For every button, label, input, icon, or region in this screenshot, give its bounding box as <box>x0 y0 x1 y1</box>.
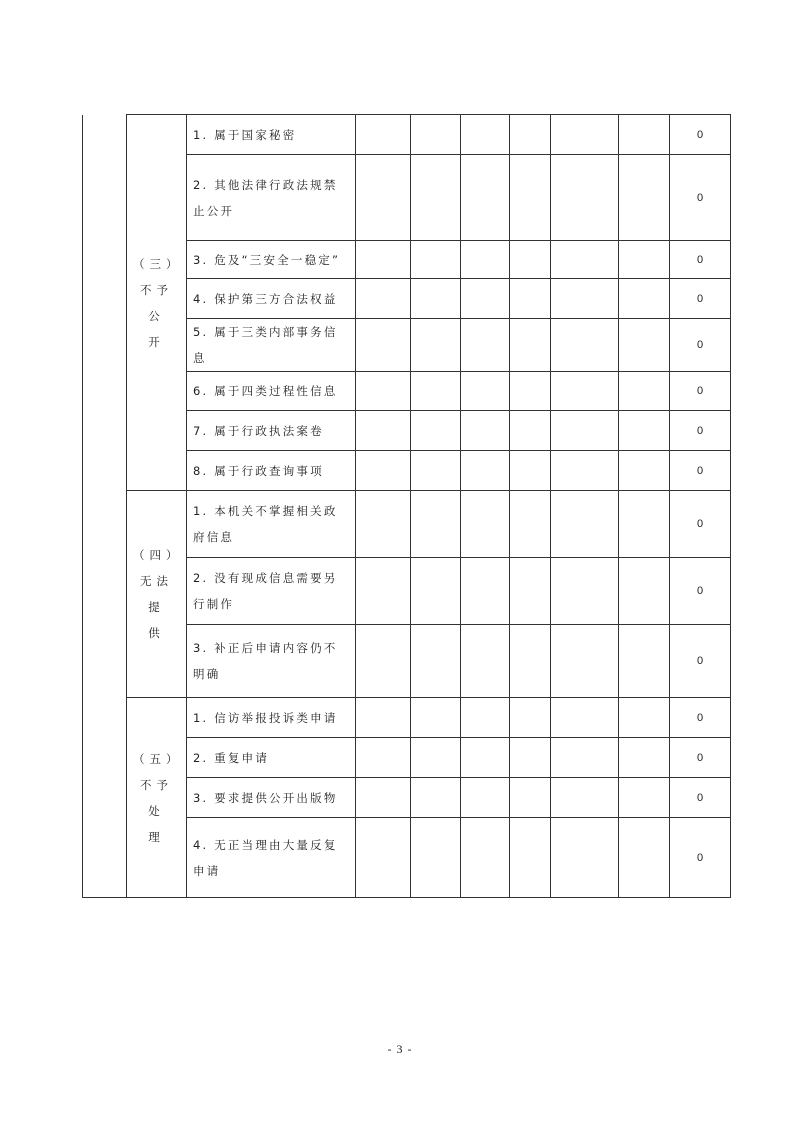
empty-cell <box>551 818 619 898</box>
empty-cell <box>619 738 670 778</box>
empty-cell <box>551 778 619 818</box>
category-column-cell <box>83 115 127 898</box>
empty-cell <box>411 372 461 411</box>
group-label-line: （五） <box>133 751 183 766</box>
empty-cell <box>461 491 510 558</box>
group-label-line: 理 <box>148 829 165 844</box>
empty-cell <box>461 818 510 898</box>
empty-cell <box>411 818 461 898</box>
empty-cell <box>619 372 670 411</box>
empty-cell <box>619 491 670 558</box>
empty-cell <box>411 155 461 241</box>
group-label-line: （三） <box>133 256 183 271</box>
empty-cell <box>510 319 551 372</box>
total-value-cell: 0 <box>670 738 731 778</box>
empty-cell <box>551 241 619 279</box>
total-value-cell: 0 <box>670 451 731 491</box>
empty-cell <box>356 491 411 558</box>
group-label-line: 供 <box>148 626 165 640</box>
empty-cell <box>461 241 510 279</box>
empty-cell <box>356 411 411 451</box>
empty-cell <box>619 451 670 491</box>
empty-cell <box>461 698 510 738</box>
empty-cell <box>551 372 619 411</box>
item-label-cell: 1. 信访举报投诉类申请 <box>187 698 356 738</box>
empty-cell <box>461 411 510 451</box>
group-label-line: 无法提 <box>140 574 173 614</box>
empty-cell <box>619 411 670 451</box>
empty-cell <box>356 319 411 372</box>
empty-cell <box>356 115 411 155</box>
empty-cell <box>411 778 461 818</box>
empty-cell <box>356 279 411 319</box>
empty-cell <box>510 279 551 319</box>
total-value-cell: 0 <box>670 778 731 818</box>
empty-cell <box>461 625 510 698</box>
group-label-line: 不予公 <box>140 282 173 323</box>
empty-cell <box>411 279 461 319</box>
total-value-cell: 0 <box>670 372 731 411</box>
page-number: - 3 - <box>387 1042 413 1056</box>
total-value-cell: 0 <box>670 411 731 451</box>
empty-cell <box>461 372 510 411</box>
empty-cell <box>551 319 619 372</box>
empty-cell <box>356 451 411 491</box>
empty-cell <box>510 115 551 155</box>
item-label-cell: 4. 保护第三方合法权益 <box>187 279 356 319</box>
total-value-cell: 0 <box>670 625 731 698</box>
empty-cell <box>356 241 411 279</box>
empty-cell <box>461 279 510 319</box>
group-label-line: 开 <box>148 334 165 349</box>
empty-cell <box>461 558 510 625</box>
empty-cell <box>411 241 461 279</box>
empty-cell <box>356 778 411 818</box>
empty-cell <box>461 451 510 491</box>
total-value-cell: 0 <box>670 818 731 898</box>
empty-cell <box>411 625 461 698</box>
table-row <box>83 491 731 558</box>
empty-cell <box>356 818 411 898</box>
empty-cell <box>551 738 619 778</box>
empty-cell <box>411 558 461 625</box>
group-label-cell <box>127 115 187 491</box>
empty-cell <box>551 491 619 558</box>
empty-cell <box>510 451 551 491</box>
empty-cell <box>356 155 411 241</box>
empty-cell <box>356 372 411 411</box>
empty-cell <box>619 778 670 818</box>
empty-cell <box>510 411 551 451</box>
item-label-cell: 3. 危及“三安全一稳定” <box>187 241 356 279</box>
empty-cell <box>356 625 411 698</box>
empty-cell <box>619 319 670 372</box>
empty-cell <box>461 115 510 155</box>
group-label-cell <box>127 698 187 898</box>
empty-cell <box>551 558 619 625</box>
item-label-cell: 2. 其他法律行政法规禁止公开 <box>187 155 356 241</box>
group-label-line: 不予处 <box>140 777 173 818</box>
table-row <box>83 698 731 738</box>
empty-cell <box>510 738 551 778</box>
empty-cell <box>411 451 461 491</box>
empty-cell <box>356 558 411 625</box>
empty-cell <box>411 738 461 778</box>
item-label-cell: 8. 属于行政查询事项 <box>187 451 356 491</box>
empty-cell <box>551 451 619 491</box>
group-label-cell <box>127 491 187 698</box>
empty-cell <box>619 115 670 155</box>
total-value-cell: 0 <box>670 241 731 279</box>
item-label-cell: 4. 无正当理由大量反复申请 <box>187 818 356 898</box>
empty-cell <box>510 491 551 558</box>
total-value-cell: 0 <box>670 558 731 625</box>
empty-cell <box>551 279 619 319</box>
item-label-cell: 1. 属于国家秘密 <box>187 115 356 155</box>
empty-cell <box>619 818 670 898</box>
empty-cell <box>619 279 670 319</box>
empty-cell <box>510 155 551 241</box>
item-label-cell: 1. 本机关不掌握相关政府信息 <box>187 491 356 558</box>
empty-cell <box>510 625 551 698</box>
empty-cell <box>619 155 670 241</box>
empty-cell <box>411 411 461 451</box>
item-label-cell: 3. 补正后申请内容仍不明确 <box>187 625 356 698</box>
empty-cell <box>356 738 411 778</box>
item-label-cell: 3. 要求提供公开出版物 <box>187 778 356 818</box>
total-value-cell: 0 <box>670 491 731 558</box>
empty-cell <box>619 558 670 625</box>
empty-cell <box>510 558 551 625</box>
empty-cell <box>510 778 551 818</box>
empty-cell <box>619 241 670 279</box>
empty-cell <box>510 372 551 411</box>
empty-cell <box>551 115 619 155</box>
empty-cell <box>461 155 510 241</box>
item-label-cell: 6. 属于四类过程性信息 <box>187 372 356 411</box>
empty-cell <box>510 698 551 738</box>
empty-cell <box>356 698 411 738</box>
item-label-cell: 2. 没有现成信息需要另行制作 <box>187 558 356 625</box>
empty-cell <box>619 625 670 698</box>
total-value-cell: 0 <box>670 155 731 241</box>
item-label-cell: 5. 属于三类内部事务信息 <box>187 319 356 372</box>
empty-cell <box>411 319 461 372</box>
total-value-cell: 0 <box>670 279 731 319</box>
empty-cell <box>551 411 619 451</box>
empty-cell <box>411 698 461 738</box>
empty-cell <box>461 778 510 818</box>
empty-cell <box>510 241 551 279</box>
total-value-cell: 0 <box>670 698 731 738</box>
item-label-cell: 2. 重复申请 <box>187 738 356 778</box>
table-row <box>83 115 731 155</box>
empty-cell <box>461 738 510 778</box>
empty-cell <box>461 319 510 372</box>
empty-cell <box>411 491 461 558</box>
group-label-line: （四） <box>133 548 183 562</box>
empty-cell <box>619 698 670 738</box>
total-value-cell: 0 <box>670 319 731 372</box>
empty-cell <box>551 625 619 698</box>
empty-cell <box>411 115 461 155</box>
disclosure-table <box>82 114 731 898</box>
empty-cell <box>510 818 551 898</box>
item-label-cell: 7. 属于行政执法案卷 <box>187 411 356 451</box>
empty-cell <box>551 698 619 738</box>
total-value-cell: 0 <box>670 115 731 155</box>
empty-cell <box>551 155 619 241</box>
